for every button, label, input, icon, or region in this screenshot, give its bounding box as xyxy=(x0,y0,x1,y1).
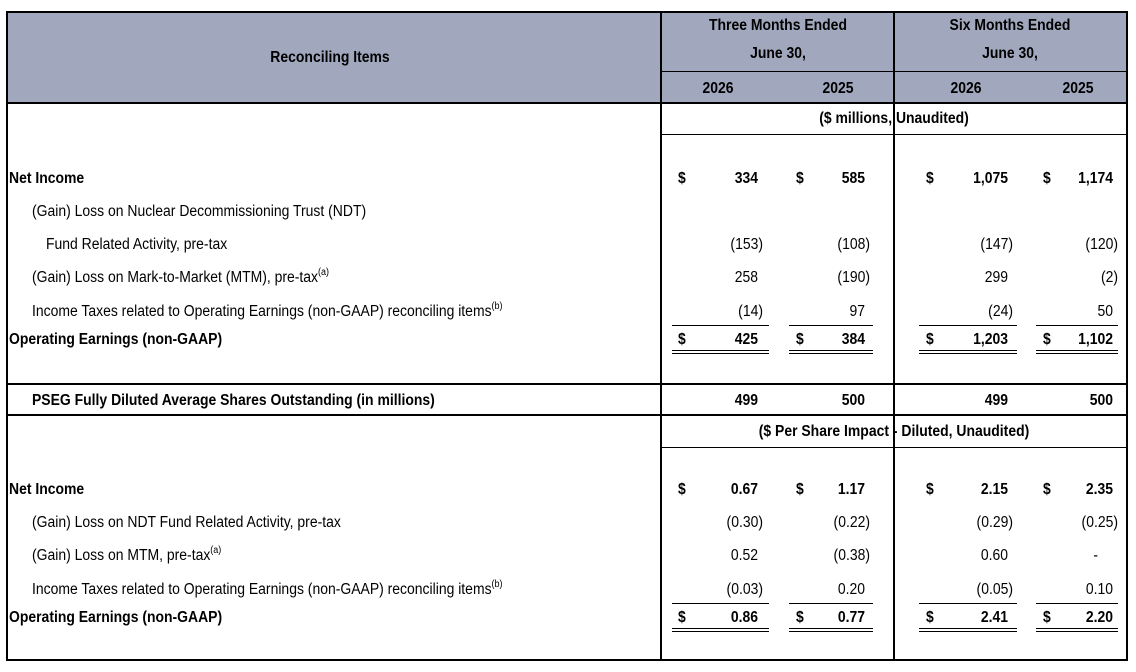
divider-col-2 xyxy=(893,11,895,661)
dollar-sign: $ xyxy=(678,170,686,187)
dollar-sign: $ xyxy=(678,609,686,626)
row-income-taxes-label: Income Taxes related to Operating Earnings (non-GAAP) reconciling items$^{(b)}$ xyxy=(32,300,503,320)
cell-value: (0.22) xyxy=(833,514,870,531)
subtotal-underline xyxy=(1036,603,1118,604)
dollar-sign: $ xyxy=(796,481,804,498)
row-fund-activity-label: Fund Related Activity, pre-tax xyxy=(46,236,228,253)
cell-value: (147) xyxy=(980,236,1013,253)
unit-label-millions: ($ millions, Unaudited) xyxy=(819,110,969,127)
cell-value: 425 xyxy=(734,331,758,348)
cell-value: 2.41 xyxy=(980,609,1008,626)
header-three-months-line1: Three Months Ended xyxy=(709,17,847,34)
total-double-underline xyxy=(919,628,1017,629)
dollar-sign: $ xyxy=(1043,609,1051,626)
cell-value: 0.86 xyxy=(730,609,758,626)
dollar-sign: $ xyxy=(926,170,934,187)
year-col-1: 2026 xyxy=(702,80,734,97)
dollar-sign: $ xyxy=(796,331,804,348)
cell-value: 0.60 xyxy=(980,547,1008,564)
header-reconciling-items: Reconciling Items xyxy=(270,49,390,66)
shares-outstanding-label: PSEG Fully Diluted Average Shares Outstanding (in millions) xyxy=(32,392,435,409)
cell-value: (120) xyxy=(1085,236,1118,253)
year-col-3: 2026 xyxy=(950,80,982,97)
cell-value: 0.52 xyxy=(730,547,758,564)
cell-value: 0.10 xyxy=(1085,581,1113,598)
cell-value: (190) xyxy=(837,269,870,286)
cell-value: 0.77 xyxy=(837,609,865,626)
cell-value: (24) xyxy=(988,303,1013,320)
cell-value: 299 xyxy=(984,269,1008,286)
cell-value: (0.38) xyxy=(833,547,870,564)
row-ndt-label: (Gain) Loss on Nuclear Decommissioning Trust (NDT) xyxy=(32,203,367,220)
dollar-sign: $ xyxy=(926,331,934,348)
cell-value: 1,102 xyxy=(1078,331,1113,348)
unit-line-1 xyxy=(661,134,1127,135)
total-double-underline xyxy=(919,350,1017,351)
header-subline xyxy=(661,71,1127,72)
cell-value: (0.30) xyxy=(726,514,763,531)
dollar-sign: $ xyxy=(796,170,804,187)
header-bottom xyxy=(6,102,1128,104)
row-ndt-ps-label: (Gain) Loss on NDT Fund Related Activity, pre-tax xyxy=(32,514,341,531)
cell-value: 258 xyxy=(734,269,758,286)
cell-value: (2) xyxy=(1100,269,1118,286)
unit-line-2 xyxy=(661,447,1127,448)
border-top xyxy=(6,11,1128,13)
divider-col-1 xyxy=(660,11,662,661)
cell-value: - xyxy=(1093,547,1098,564)
total-double-underline xyxy=(1036,353,1118,354)
total-double-underline xyxy=(789,628,873,629)
total-double-underline xyxy=(672,350,769,351)
cell-value: (0.25) xyxy=(1081,514,1118,531)
cell-value: (14) xyxy=(738,303,763,320)
row-net-income-label: Net Income xyxy=(9,170,85,187)
dollar-sign: $ xyxy=(1043,481,1051,498)
border-right xyxy=(1126,11,1128,661)
total-double-underline xyxy=(789,353,873,354)
row-mtm-ps-label: (Gain) Loss on MTM, pre-tax$^{(a)}$ xyxy=(32,544,222,564)
unit-label-per-share: ($ Per Share Impact - Diluted, Unaudited) xyxy=(758,423,1030,440)
header-three-months-line2: June 30, xyxy=(750,45,806,62)
subtotal-underline xyxy=(919,603,1017,604)
cell-value: 1,174 xyxy=(1078,170,1113,187)
cell-value: (153) xyxy=(730,236,763,253)
cell-value: 0.67 xyxy=(730,481,758,498)
dollar-sign: $ xyxy=(1043,170,1051,187)
total-double-underline xyxy=(789,631,873,632)
subtotal-underline xyxy=(789,325,873,326)
border-bottom xyxy=(6,659,1128,661)
dollar-sign: $ xyxy=(796,609,804,626)
row-income-taxes-ps-label: Income Taxes related to Operating Earnings (non-GAAP) reconciling items$^{(b)}$ xyxy=(32,578,503,598)
cell-value: 2.35 xyxy=(1085,481,1113,498)
cell-value: 1.17 xyxy=(837,481,865,498)
cell-value: 499 xyxy=(734,392,758,409)
cell-value: (0.03) xyxy=(726,581,763,598)
cell-value: 2.20 xyxy=(1085,609,1113,626)
cell-value: (108) xyxy=(837,236,870,253)
border-left xyxy=(6,11,8,661)
dollar-sign: $ xyxy=(926,609,934,626)
row-mtm-label: (Gain) Loss on Mark-to-Market (MTM), pre-tax$^{(a)}$ xyxy=(32,266,330,286)
row-net-income-ps-label: Net Income xyxy=(9,481,85,498)
dollar-sign: $ xyxy=(1043,331,1051,348)
total-double-underline xyxy=(1036,631,1118,632)
shares-top-line xyxy=(6,383,1128,385)
total-double-underline xyxy=(1036,350,1118,351)
cell-value: (0.29) xyxy=(976,514,1013,531)
shares-bottom-line xyxy=(6,414,1128,416)
cell-value: 585 xyxy=(841,170,865,187)
cell-value: 499 xyxy=(984,392,1008,409)
cell-value: 1,203 xyxy=(973,331,1008,348)
cell-value: 1,075 xyxy=(973,170,1008,187)
header-six-months-line1: Six Months Ended xyxy=(949,17,1071,34)
cell-value: 97 xyxy=(849,303,865,320)
subtotal-underline xyxy=(789,603,873,604)
dollar-sign: $ xyxy=(678,331,686,348)
total-double-underline xyxy=(919,353,1017,354)
dollar-sign: $ xyxy=(678,481,686,498)
cell-value: 2.15 xyxy=(980,481,1008,498)
subtotal-underline xyxy=(672,603,769,604)
subtotal-underline xyxy=(919,325,1017,326)
total-double-underline xyxy=(672,628,769,629)
total-double-underline xyxy=(789,350,873,351)
header-six-months-line2: June 30, xyxy=(982,45,1038,62)
total-double-underline xyxy=(1036,628,1118,629)
row-operating-earnings-label: Operating Earnings (non-GAAP) xyxy=(9,331,223,348)
cell-value: 334 xyxy=(734,170,758,187)
cell-value: 0.20 xyxy=(837,581,865,598)
total-double-underline xyxy=(919,631,1017,632)
subtotal-underline xyxy=(1036,325,1118,326)
row-operating-earnings-ps-label: Operating Earnings (non-GAAP) xyxy=(9,609,223,626)
year-col-2: 2025 xyxy=(822,80,854,97)
total-double-underline xyxy=(672,353,769,354)
cell-value: 500 xyxy=(841,392,865,409)
cell-value: 500 xyxy=(1089,392,1113,409)
year-col-4: 2025 xyxy=(1062,80,1094,97)
cell-value: (0.05) xyxy=(976,581,1013,598)
total-double-underline xyxy=(672,631,769,632)
dollar-sign: $ xyxy=(926,481,934,498)
cell-value: 384 xyxy=(841,331,865,348)
cell-value: 50 xyxy=(1097,303,1113,320)
subtotal-underline xyxy=(672,325,769,326)
